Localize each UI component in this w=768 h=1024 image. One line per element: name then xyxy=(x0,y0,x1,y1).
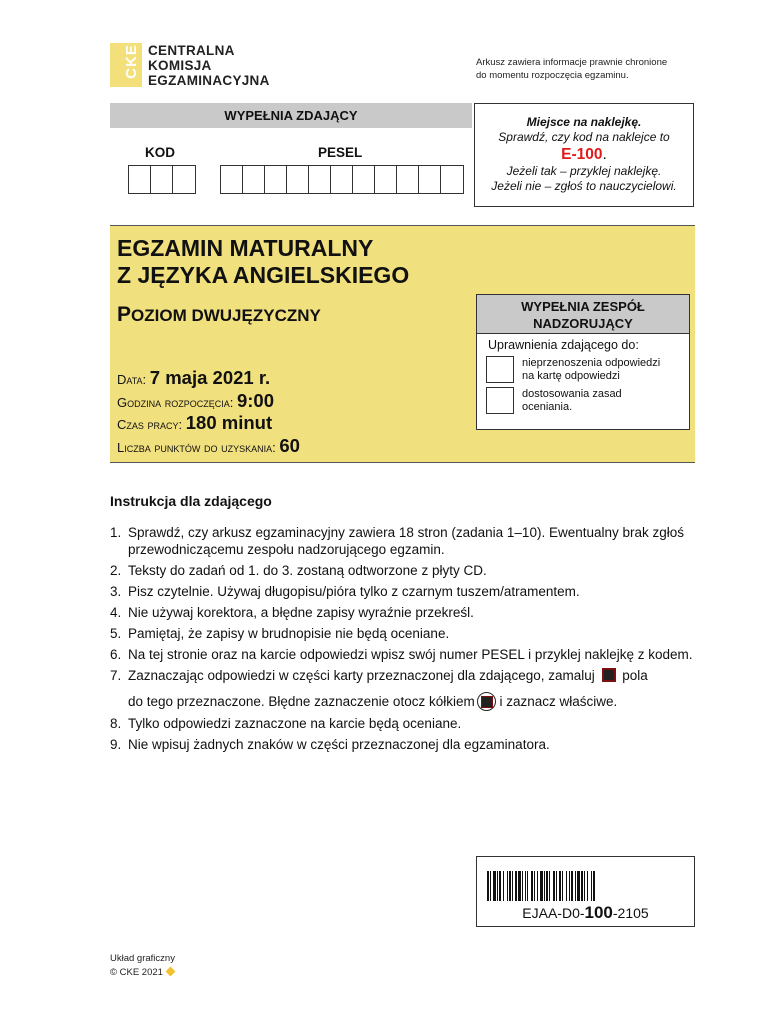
sticker-box[interactable] xyxy=(474,103,694,207)
list-item: 5. Pamiętaj, że zapisy w brudnopisie nie będą oceniane. xyxy=(110,626,450,641)
permission-checkbox-transfer[interactable] xyxy=(486,356,514,383)
diamond-icon xyxy=(166,967,176,977)
pesel-cell[interactable] xyxy=(331,166,353,193)
pesel-cell[interactable] xyxy=(419,166,441,193)
filled-square-icon xyxy=(602,668,616,682)
list-item: 2. Teksty do zadań od 1. do 3. zostaną odtworzone z płyty CD. xyxy=(110,563,487,578)
pesel-cell[interactable] xyxy=(221,166,243,193)
instructions-list xyxy=(110,524,710,757)
legal-note: Arkusz zawiera informacje prawnie chronione do momentu rozpoczęcia egzaminu. xyxy=(476,57,668,81)
list-item: 8. Tylko odpowiedzi zaznaczone na karcie będą oceniane. xyxy=(110,716,462,731)
pesel-input-cells[interactable] xyxy=(220,165,464,194)
pesel-cell[interactable] xyxy=(353,166,375,193)
permission-row xyxy=(486,387,689,414)
permission-checkbox-adjust[interactable] xyxy=(486,387,514,414)
exam-title: EGZAMIN MATURALNY Z JĘZYKA ANGIELSKIEGO xyxy=(117,235,410,288)
kod-cell[interactable] xyxy=(151,166,173,193)
supervisors-subtitle: Uprawnienia zdającego do: xyxy=(488,338,639,352)
sticker-no-text: Jeżeli nie – zgłoś to nauczycielowi. xyxy=(491,179,677,193)
list-item: 6. Na tej stronie oraz na karcie odpowiedzi wpisz swój numer PESEL i przyklej naklejkę z kodem. xyxy=(110,647,693,662)
exam-points: Liczba punktów do uzyskania: 60 xyxy=(117,435,300,456)
pesel-cell[interactable] xyxy=(309,166,331,193)
supervisors-box xyxy=(476,294,690,430)
pesel-cell[interactable] xyxy=(397,166,419,193)
kod-input-cells[interactable] xyxy=(128,165,196,194)
pesel-cell[interactable] xyxy=(243,166,265,193)
cke-logo-mark: CKE xyxy=(110,43,142,87)
permission-label: nieprzenoszenia odpowiedzi na kartę odpowiedzi xyxy=(522,357,661,382)
sticker-title: Miejsce na naklejkę. xyxy=(526,115,642,129)
barcode-box xyxy=(476,856,695,927)
pesel-cell[interactable] xyxy=(265,166,287,193)
kod-cell[interactable] xyxy=(129,166,151,193)
list-item: 1. Sprawdź, czy arkusz egzaminacyjny zawiera 18 stron (zadania 1–10). Ewentualny brak zgłoś przewodniczącemu zespołu nadzorującego egzamin. xyxy=(110,525,685,557)
barcode-icon xyxy=(487,871,685,901)
pesel-cell[interactable] xyxy=(375,166,397,193)
cke-logo xyxy=(110,43,270,88)
sticker-code: E-100. xyxy=(561,146,607,163)
instructions-title: Instrukcja dla zdającego xyxy=(110,493,272,509)
pesel-label: PESEL xyxy=(318,145,363,160)
circled-square-icon xyxy=(477,692,496,711)
sticker-yes-text: Jeżeli tak – przyklej naklejkę. xyxy=(506,164,662,178)
pesel-cell[interactable] xyxy=(441,166,463,193)
cke-logo-text: CENTRALNA KOMISJA EGZAMINACYJNA xyxy=(148,43,270,88)
kod-label: KOD xyxy=(145,145,175,160)
barcode-text: EJAA-D0-100-2105 xyxy=(522,903,649,922)
sticker-check-text: Sprawdź, czy kod na naklejce to xyxy=(498,130,670,144)
kod-cell[interactable] xyxy=(173,166,195,193)
exam-duration: Czas pracy: 180 minut xyxy=(117,412,273,433)
exam-start-time: Godzina rozpoczęcia: 9:00 xyxy=(117,390,274,411)
exam-level: POZIOM DWUJĘZYCZNY xyxy=(117,303,321,326)
exam-date: Data: 7 maja 2021 r. xyxy=(117,367,271,388)
permission-row xyxy=(486,356,689,383)
footer: Układ graficzny © CKE 2021 xyxy=(110,953,175,978)
list-item: 9. Nie wpisuj żadnych znaków w części przeznaczonej dla egzaminatora. xyxy=(110,737,550,752)
permission-label: dostosowania zasad oceniania. xyxy=(522,388,622,413)
pesel-cell[interactable] xyxy=(287,166,309,193)
supervisors-header: WYPEŁNIA ZESPÓŁ NADZORUJĄCY xyxy=(477,295,689,334)
list-item: 3. Pisz czytelnie. Używaj długopisu/pióra tylko z czarnym tuszem/atramentem. xyxy=(110,584,580,599)
candidate-section-header: WYPEŁNIA ZDAJĄCY xyxy=(110,103,472,128)
list-item: 7. Zaznaczając odpowiedzi w części karty przeznaczonej dla zdającego, zamaluj pola do tego przeznaczone. Błędne zaznaczenie otocz kółkiem i zaznacz właściwe. xyxy=(110,668,648,709)
list-item: 4. Nie używaj korektora, a błędne zapisy wyraźnie przekreśl. xyxy=(110,605,474,620)
